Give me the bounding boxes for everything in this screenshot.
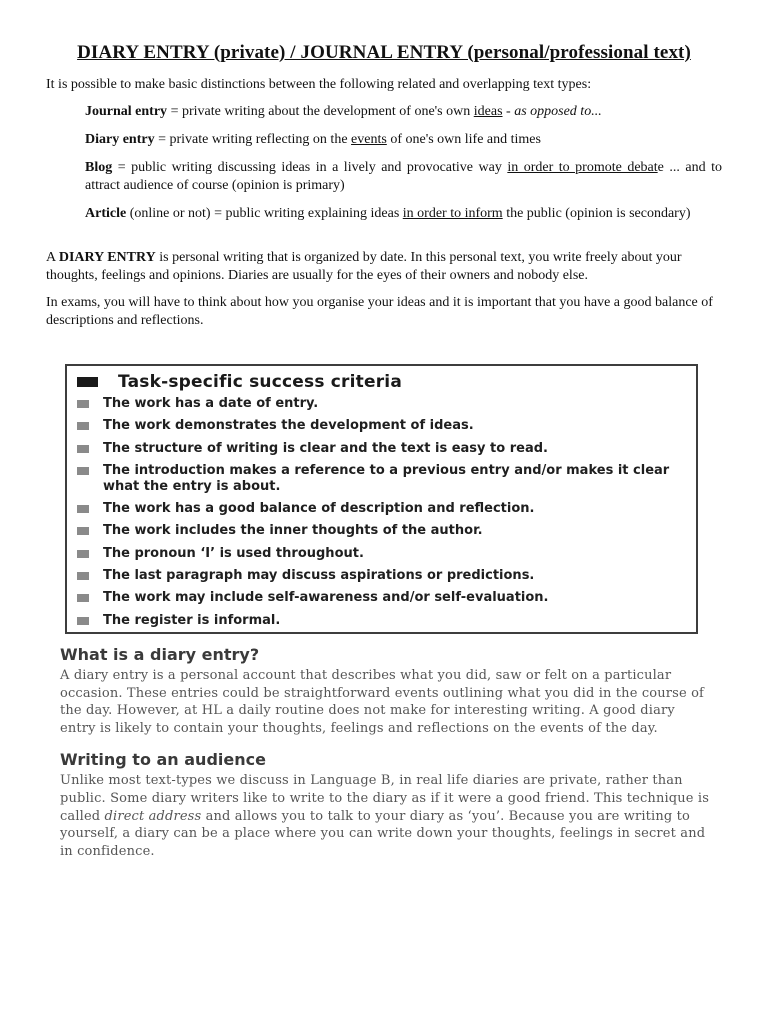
criteria-item <box>77 441 687 457</box>
def-text: of one's own life and times <box>386 132 541 147</box>
bullet-square-icon <box>77 505 89 513</box>
def-italic: as opposed to... <box>514 104 602 119</box>
def-text: - <box>502 104 515 119</box>
criteria-item <box>77 546 687 562</box>
criteria-item-text: The work has a date of entry. <box>103 396 319 411</box>
scanned-section <box>60 645 710 860</box>
criteria-item <box>77 501 687 517</box>
def-underlined: ideas <box>473 104 503 119</box>
def-text: = private writing about the development of one's own <box>167 104 474 119</box>
what-heading: What is a diary entry? <box>60 645 260 664</box>
para-bold: DIARY ENTRY <box>58 250 156 265</box>
criteria-item-text: The structure of writing is clear and the text is easy to read. <box>103 440 548 456</box>
audience-body <box>60 772 710 860</box>
page-title: DIARY ENTRY (private) / JOURNAL ENTRY (personal/professional text) <box>77 42 691 63</box>
criteria-item <box>77 396 687 412</box>
audience-heading: Writing to an audience <box>60 750 266 770</box>
criteria-item <box>77 463 687 495</box>
bullet-square-icon <box>77 572 89 580</box>
document-page <box>46 42 722 330</box>
criteria-item-text: The pronoun ‘I’ is used throughout. <box>103 545 364 561</box>
heading-square-icon <box>77 377 98 387</box>
def-underlined: events <box>351 132 387 147</box>
term: Journal entry <box>85 104 168 119</box>
bullet-square-icon <box>77 594 89 602</box>
term: Diary entry <box>85 132 155 147</box>
para-text: is personal writing that is organized by date. In this personal text, you write freely about your thoughts, feelings and opinions. Diaries are usually for the eyes of their owners and nobody else. <box>46 250 682 283</box>
bullet-square-icon <box>77 422 89 430</box>
bullet-square-icon <box>77 467 89 475</box>
criteria-heading: Task-specific success criteria <box>118 372 402 392</box>
audience-emphasis: direct address <box>104 808 202 824</box>
audience-text: and allows you to talk to your diary as ‘you’. Because you are writing to yourself, a diary can be a place where you can write down your thoughts, feelings in secret and in confidence. <box>60 808 706 859</box>
definition-article <box>85 205 722 223</box>
exams-paragraph: In exams, you will have to think about how you organise your ideas and it is important that you have a good balance of descriptions and reflections. <box>46 295 713 328</box>
definitions-list <box>85 103 722 223</box>
criteria-item-text: The work may include self-awareness and/or self-evaluation. <box>103 590 549 606</box>
bullet-square-icon <box>77 445 89 453</box>
criteria-list <box>77 396 687 629</box>
def-text: = private writing reflecting on the <box>154 132 352 147</box>
definition-diary <box>85 131 722 149</box>
term: Blog <box>85 160 113 175</box>
def-text: = public writing discussing ideas in a lively and provocative way <box>112 160 508 175</box>
criteria-item <box>77 613 687 629</box>
def-text: e ... and to attract audience of course (opinion is primary) <box>85 160 722 193</box>
audience-text: Unlike most text-types we discuss in Language B, in real life diaries are private, rather than public. Some diary writers like to write to the diary as if it were a good friend. This technique is called <box>60 773 710 824</box>
criteria-item-text: The register is informal. <box>103 612 281 628</box>
criteria-item-text: The introduction makes a reference to a previous entry and/or makes it clear what the entry is about. <box>103 462 670 494</box>
bullet-square-icon <box>77 617 89 625</box>
criteria-item <box>77 568 687 584</box>
diary-entry-paragraph <box>46 249 722 285</box>
criteria-item-text: The work includes the inner thoughts of the author. <box>103 523 483 539</box>
term: Article <box>85 206 127 221</box>
success-criteria-box <box>65 364 698 634</box>
criteria-item-text: The work has a good balance of description and reflection. <box>103 501 535 517</box>
bullet-square-icon <box>77 550 89 558</box>
para-text: A <box>46 250 59 265</box>
criteria-item-text: The work demonstrates the development of ideas. <box>103 418 474 434</box>
definition-journal <box>85 103 722 121</box>
criteria-item <box>77 590 687 606</box>
criteria-header <box>77 372 402 392</box>
def-text: (online or not) = public writing explaining ideas <box>126 206 403 221</box>
definition-blog <box>85 159 722 195</box>
criteria-item <box>77 418 687 434</box>
criteria-item-text: The last paragraph may discuss aspirations or predictions. <box>103 568 535 584</box>
bullet-square-icon <box>77 527 89 535</box>
def-underlined: in order to inform <box>402 206 503 221</box>
def-text: the public (opinion is secondary) <box>502 206 691 221</box>
criteria-item <box>77 523 687 539</box>
bullet-square-icon <box>77 400 89 408</box>
intro-text: It is possible to make basic distinctions between the following related and overlapping text types: <box>46 77 592 92</box>
def-underlined: in order to promote debat <box>507 160 658 175</box>
what-body: A diary entry is a personal account that describes what you did, saw or felt on a particular occasion. These entries could be straightforward events outlining what you did in the course of the day. However, at HL a daily routine does not make for interesting writing. A good diary entry is likely to contain your thoughts, feelings and reflections on the events of the day. <box>60 668 705 736</box>
